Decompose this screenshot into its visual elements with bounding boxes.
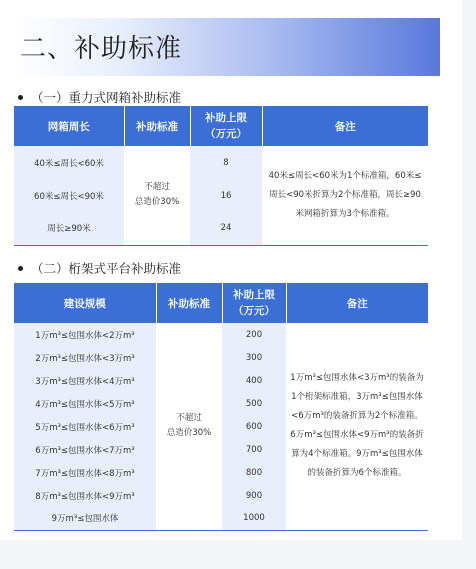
- col-header-scale: 建设规模: [14, 283, 156, 323]
- table-row: [14, 146, 428, 179]
- truss-platform-table: [14, 283, 428, 531]
- cap-cell: 24: [190, 212, 262, 245]
- cap-cell: 16: [190, 179, 262, 212]
- col-header-cap: 补助上限 （万元）: [222, 283, 286, 323]
- scale-cell: 2万m³≤包围水体<3万m³: [14, 346, 156, 369]
- table-row: [14, 323, 428, 346]
- cap-cell: 400: [222, 369, 286, 392]
- note-cell: 40米≤周长<60米为1个标准箱，60米≤周长<90米折算为2个标准箱，周长≥90米网箱折算为3个标准箱。: [262, 146, 428, 245]
- scale-cell: 6万m³≤包围水体<7万m³: [14, 438, 156, 461]
- col-header-standard: 补助标准: [124, 106, 190, 146]
- note-cell: 1万m³≤包围水体<3万m³的装备为1个桁架标准箱，3万m³≤包围水体<6万m³的装备折算为2个标准箱。6万m³≤包围水体<9万m³的装备折算为4个标准箱。9万m³≤包围水体的装备折算为6个标准箱。: [286, 323, 428, 530]
- col-header-cap: 补助上限 （万元）: [190, 106, 262, 146]
- col-header-note: 备注: [286, 283, 428, 323]
- col-header-standard: 补助标准: [156, 283, 222, 323]
- perimeter-cell: 60米≤周长<90米: [14, 179, 124, 212]
- standard-cell: 不超过 总造价30%: [156, 323, 222, 530]
- gravity-cage-table: [14, 106, 428, 246]
- cap-cell: 700: [222, 438, 286, 461]
- perimeter-cell: 周长≥90米: [14, 212, 124, 245]
- col-header-perimeter: 网箱周长: [14, 106, 124, 146]
- cap-cell: 300: [222, 346, 286, 369]
- scale-cell: 8万m³≤包围水体<9万m³: [14, 484, 156, 507]
- cap-cell: 500: [222, 392, 286, 415]
- section-2-title: [18, 259, 181, 277]
- scale-cell: 5万m³≤包围水体<6万m³: [14, 415, 156, 438]
- col-header-note: 备注: [262, 106, 428, 146]
- heading-banner: [14, 18, 440, 76]
- cap-cell: 200: [222, 323, 286, 346]
- scale-cell: 9万m³≤包围水体: [14, 507, 156, 530]
- section-2-title-text: （二）桁架式平台补助标准: [31, 261, 182, 276]
- bullet-icon: [18, 266, 23, 271]
- cap-cell: 600: [222, 415, 286, 438]
- section-1-title-text: （一）重力式网箱补助标准: [31, 90, 182, 105]
- cap-cell: 1000: [222, 507, 286, 530]
- perimeter-cell: 40米≤周长<60米: [14, 146, 124, 179]
- scale-cell: 3万m³≤包围水体<4万m³: [14, 369, 156, 392]
- standard-cell: 不超过 总造价30%: [124, 146, 190, 245]
- page-title: 二、补助标准: [20, 34, 183, 64]
- cap-cell: 8: [190, 146, 262, 179]
- scale-cell: 4万m³≤包围水体<5万m³: [14, 392, 156, 415]
- cap-cell: 800: [222, 461, 286, 484]
- scale-cell: 7万m³≤包围水体<8万m³: [14, 461, 156, 484]
- scale-cell: 1万m³≤包围水体<2万m³: [14, 323, 156, 346]
- cap-cell: 900: [222, 484, 286, 507]
- bullet-icon: [18, 95, 23, 100]
- section-1-title: [18, 88, 181, 106]
